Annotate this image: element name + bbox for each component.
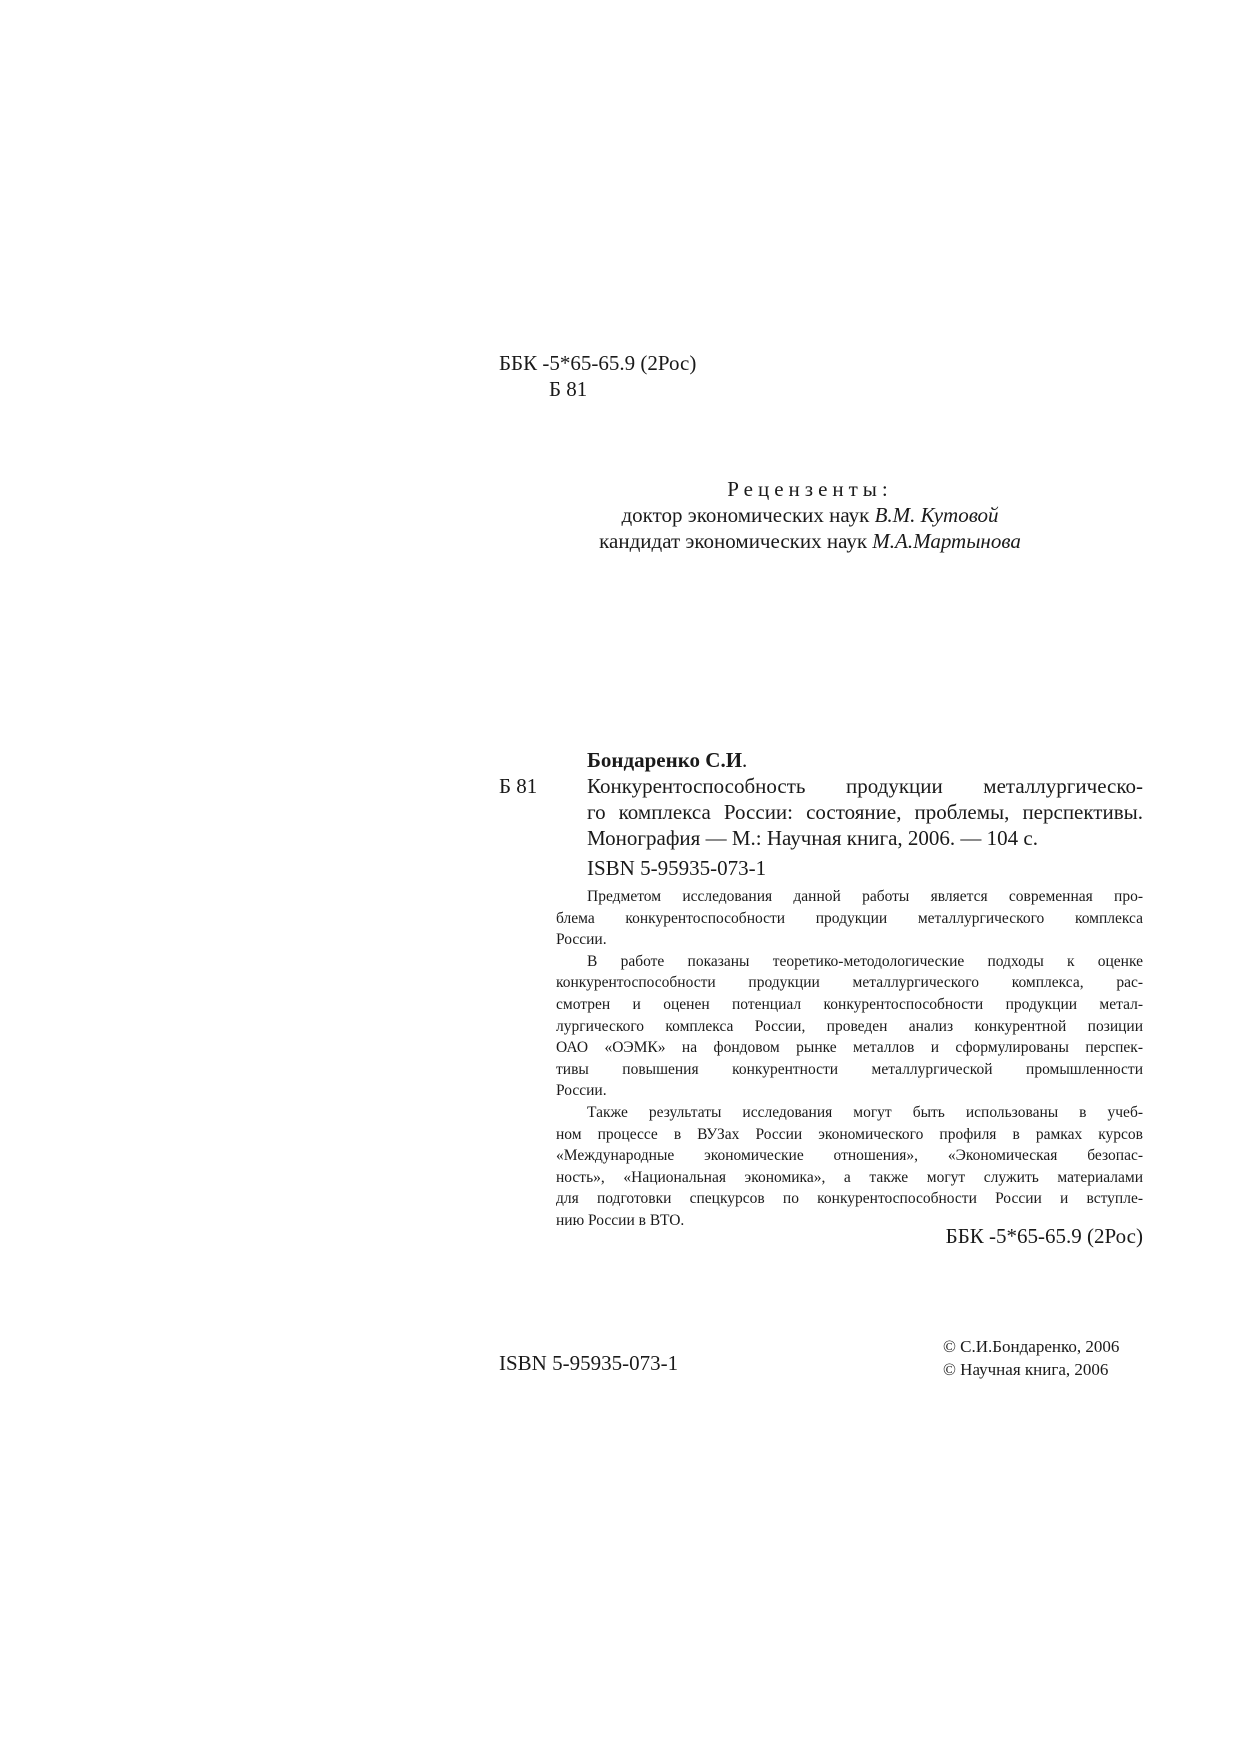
bbk-classification-bottom: ББК -5*65-65.9 (2Рос) [945,1224,1143,1248]
record-title [587,773,1143,851]
reviewer-degree: доктор экономических наук [621,503,875,527]
annotation-line: В работе показаны теоретико-методологические подходы к оценке [587,952,1143,970]
title-line: Конкурентоспособность продукции металлургическо- [587,774,1143,798]
reviewer-degree: кандидат экономических наук [599,529,873,553]
author-dot: . [742,748,748,772]
reviewers-heading: Рецензенты: [727,477,893,501]
reviewer-line [560,502,1060,528]
annotation-line: нию России в ВТО. [556,1211,685,1229]
annotation-line: ность», «Национальная экономика», а также могут служить материалами [556,1168,1143,1186]
annotation-line: России. [556,931,607,949]
reviewer-line [560,528,1060,554]
annotation-paragraph [556,886,1143,951]
annotation-line: Также результаты исследования могут быть использованы в учеб- [587,1103,1143,1121]
annotation-line: смотрен и оценен потенциал конкурентоспособности продукции метал- [556,995,1143,1013]
annotation-paragraph [556,1102,1143,1232]
annotation-line: ОАО «ОЭМК» на фондовом рынке металлов и сформулированы перспек- [556,1039,1143,1057]
annotation-line: конкурентоспособности продукции металлургического комплекса, рас- [556,974,1143,992]
isbn-bottom: ISBN 5-95935-073-1 [499,1351,679,1375]
bbk-classification-top [499,350,696,402]
record-isbn: ISBN 5-95935-073-1 [587,856,767,880]
title-line: го комплекса России: состояние, проблемы, перспективы. [587,800,1143,824]
annotation-line: для подготовки спецкурсов по конкурентоспособности России и вступле- [556,1190,1143,1208]
copyright-block [943,1335,1119,1381]
title-line: Монография — М.: Научная книга, 2006. — 104 с. [587,826,1038,850]
reviewers-block [560,476,1060,554]
reviewer-name: В.М. Кутовой [874,503,999,527]
annotation-paragraph [556,951,1143,1102]
reviewer-name: М.А.Мартынова [872,529,1021,553]
copyright-line: © С.И.Бондаренко, 2006 [943,1337,1120,1356]
record-author [587,747,747,773]
author-mark: Б 81 [549,377,588,401]
bbk-code: ББК -5*65-65.9 (2Рос) [499,351,697,375]
copyright-line: © Научная книга, 2006 [943,1360,1109,1379]
annotation [556,886,1143,1232]
annotation-line: тивы повышения конкурентности металлургической промышленности [556,1060,1143,1078]
annotation-line: лургического комплекса России, проведен анализ конкурентной позиции [556,1017,1143,1035]
annotation-line: Предметом исследования данной работы является современная про- [587,888,1143,905]
author-name: Бондаренко С.И [587,748,743,772]
annotation-line: ном процессе в ВУЗах России экономического профиля в рамках курсов [556,1125,1143,1143]
annotation-line: «Международные экономические отношения», «Экономическая безопас- [556,1147,1143,1165]
annotation-line: блема конкурентоспособности продукции металлургического комплекса [556,909,1143,927]
annotation-line: России. [556,1082,607,1100]
record-author-mark: Б 81 [499,774,538,798]
